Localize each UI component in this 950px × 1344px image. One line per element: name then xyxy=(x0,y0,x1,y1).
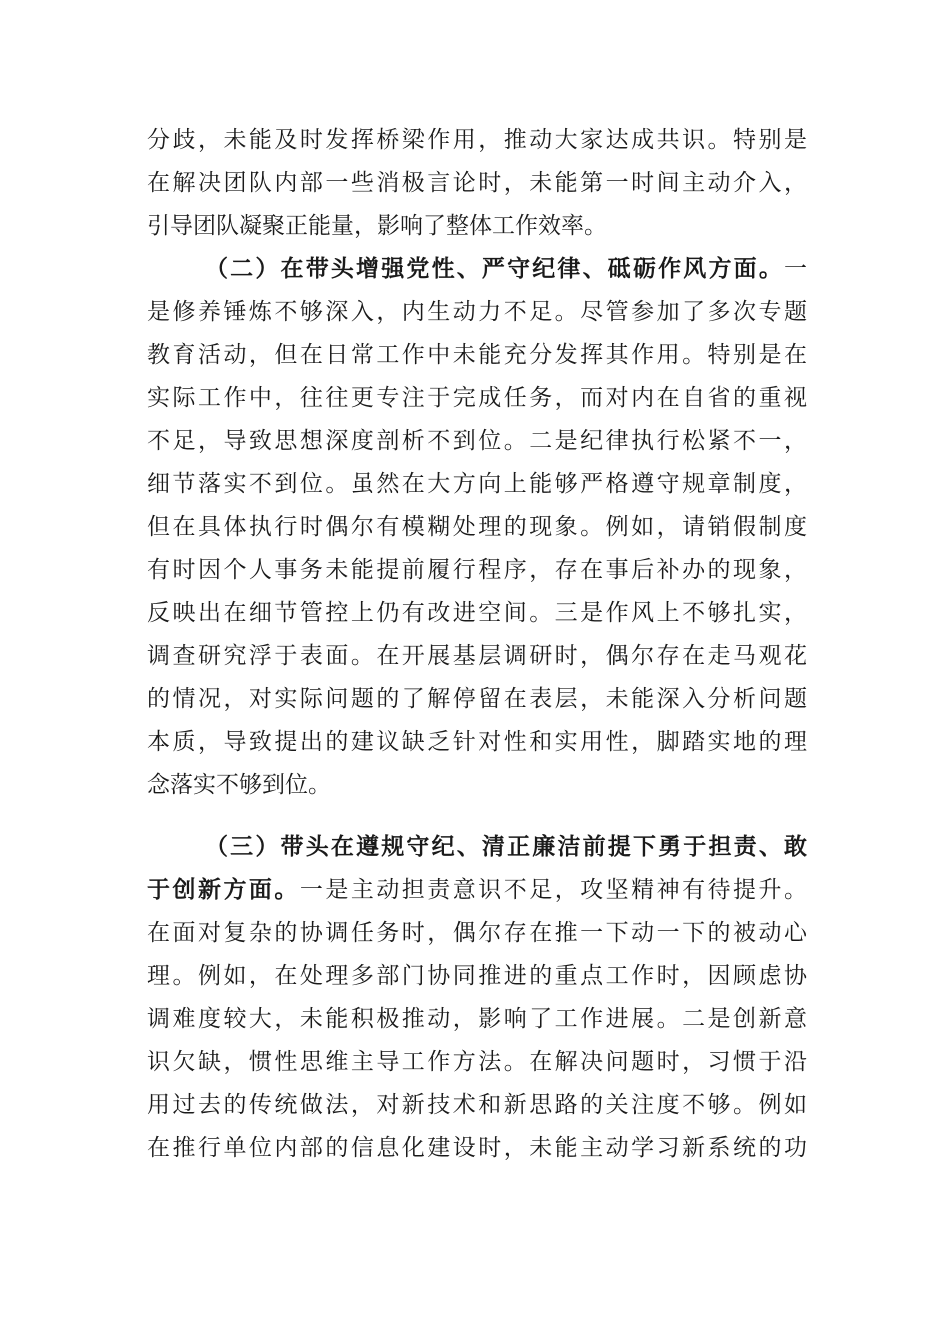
section-heading-continued: 于创新方面。 xyxy=(147,876,300,903)
body-text-line: 的情况，对实际问题的了解停留在表层，未能深入分析问题 xyxy=(147,686,807,712)
section-heading: （三）带头在遵规守纪、清正廉洁前提下勇于担责、敢 xyxy=(205,833,807,860)
body-text-line: 在面对复杂的协调任务时，偶尔存在推一下动一下的被动心 xyxy=(147,920,807,946)
body-text: 一 xyxy=(784,256,807,282)
body-text-line: 念落实不够到位。 xyxy=(147,772,331,798)
body-text-line: 理。例如，在处理多部门协同推进的重点工作时，因顾虑协 xyxy=(147,963,807,989)
body-text-line: 细节落实不到位。虽然在大方向上能够严格遵守规章制度， xyxy=(147,471,807,497)
body-text-line: 在解决团队内部一些消极言论时，未能第一时间主动介入， xyxy=(147,170,807,196)
body-text-line: 但在具体执行时偶尔有模糊处理的现象。例如，请销假制度 xyxy=(147,514,807,540)
section-heading: （二）在带头增强党性、严守纪律、砥砺作风方面。 xyxy=(205,255,784,282)
body-text-line: 实际工作中，往往更专注于完成任务，而对内在自省的重视 xyxy=(147,385,807,411)
body-text: 一是主动担责意识不足，攻坚精神有待提升。 xyxy=(299,877,808,903)
body-text-line: 有时因个人事务未能提前履行程序，存在事后补办的现象， xyxy=(147,557,807,583)
body-text-line: 调难度较大，未能积极推动，影响了工作进展。二是创新意 xyxy=(147,1006,807,1032)
section-heading-line xyxy=(147,870,807,910)
body-text-line: 不足，导致思想深度剖析不到位。二是纪律执行松紧不一， xyxy=(147,428,807,454)
body-text-line: 识欠缺，惯性思维主导工作方法。在解决问题时，习惯于沿 xyxy=(147,1049,807,1075)
body-text-line: 是修养锤炼不够深入，内生动力不足。尽管参加了多次专题 xyxy=(147,299,807,325)
body-text-line: 反映出在细节管控上仍有改进空间。三是作风上不够扎实， xyxy=(147,600,807,626)
body-text-line: 在推行单位内部的信息化建设时，未能主动学习新系统的功 xyxy=(147,1135,807,1161)
body-text-line: 用过去的传统做法，对新技术和新思路的关注度不够。例如 xyxy=(147,1092,807,1118)
body-text-line: 教育活动，但在日常工作中未能充分发挥其作用。特别是在 xyxy=(147,342,807,368)
body-text-line: 分歧，未能及时发挥桥梁作用，推动大家达成共识。特别是 xyxy=(147,127,807,153)
body-text-line: 本质，导致提出的建议缺乏针对性和实用性，脚踏实地的理 xyxy=(147,729,807,755)
body-text-line: 引导团队凝聚正能量，影响了整体工作效率。 xyxy=(147,213,607,239)
section-heading-line xyxy=(205,249,807,289)
body-text-line: 调查研究浮于表面。在开展基层调研时，偶尔存在走马观花 xyxy=(147,643,807,669)
section-heading-line xyxy=(205,827,807,867)
